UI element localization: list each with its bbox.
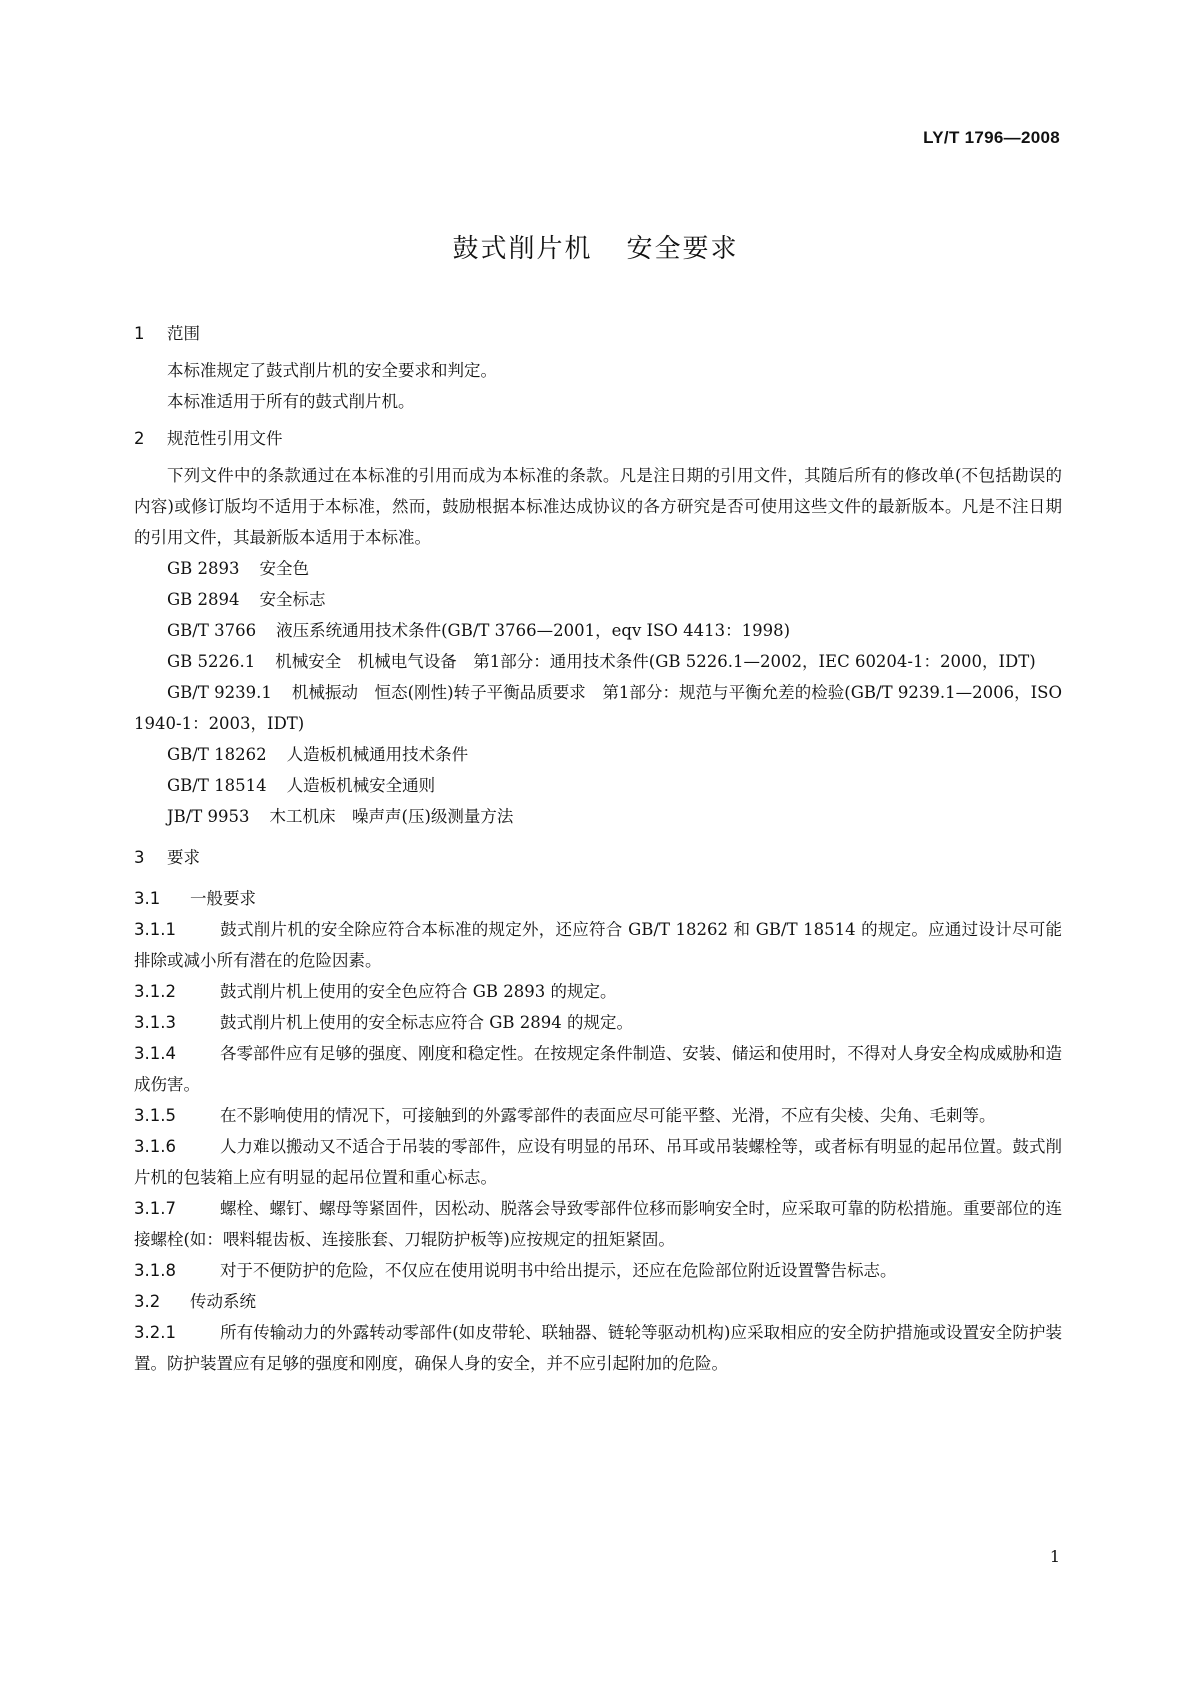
title-part2: 安全要求 (626, 234, 739, 264)
paragraph: 本标准适用于所有的鼓式削片机。 (167, 392, 415, 411)
section-3-1-heading: 3.1 一般要求 (134, 889, 256, 908)
reference-item: GB 5226.1 机械安全 机械电气设备 第1部分：通用技术条件(GB 5226.1—2002，IEC 60204-1：2000，IDT) (167, 652, 1036, 671)
reference-item: GB/T 18514 人造板机械安全通则 (167, 776, 436, 795)
reference-item: GB/T 9239.1 机械振动 恒态(刚性)转子平衡品质要求 第1部分：规范与平衡允差的检验(GB/T 9239.1—2006，ISO 1940-1：2003，IDT) (134, 683, 1063, 733)
section-3-heading: 3 要求 (134, 848, 200, 867)
title-part1: 鼓式削片机 (452, 234, 593, 264)
clause: 3.1.5 在不影响使用的情况下，可接触到的外露零部件的表面应尽可能平整、光滑，不应有尖棱、尖角、毛刺等。 (134, 1106, 996, 1125)
standard-number: LY/T 1796—2008 (923, 128, 1060, 147)
section-2-heading: 2 规范性引用文件 (134, 429, 283, 448)
clause: 3.1.1 鼓式削片机的安全除应符合本标准的规定外，还应符合 GB/T 18262 和 GB/T 18514 的规定。应通过设计尽可能排除或减小所有潜在的危险因素。 (134, 920, 1062, 970)
section-1-heading: 1 范围 (134, 324, 200, 343)
reference-item: GB/T 3766 液压系统通用技术条件(GB/T 3766—2001，eqv ISO 4413：1998) (167, 621, 791, 640)
clause: 3.1.8 对于不便防护的危险，不仅应在使用说明书中给出提示，还应在危险部位附近设置警告标志。 (134, 1261, 897, 1280)
reference-item: JB/T 9953 木工机床 噪声声(压)级测量方法 (167, 807, 514, 826)
document-body (134, 318, 1062, 1379)
page-number: 1 (1049, 1547, 1060, 1566)
clause: 3.1.4 各零部件应有足够的强度、刚度和稳定性。在按规定条件制造、安装、储运和使用时，不得对人身安全构成威胁和造成伤害。 (134, 1044, 1062, 1094)
clause: 3.2.1 所有传输动力的外露转动零部件(如皮带轮、联轴器、链轮等驱动机构)应采取相应的安全防护措施或设置安全防护装置。防护装置应有足够的强度和刚度，确保人身的安全，并不应引起附加的危险。 (134, 1323, 1062, 1373)
paragraph: 下列文件中的条款通过在本标准的引用而成为本标准的条款。凡是注日期的引用文件，其随后所有的修改单(不包括勘误的内容)或修订版均不适用于本标准，然而，鼓励根据本标准达成协议的各方研究是否可使用这些文件的最新版本。凡是不注日期的引用文件，其最新版本适用于本标准。 (134, 466, 1062, 547)
clause: 3.1.2 鼓式削片机上使用的安全色应符合 GB 2893 的规定。 (134, 982, 617, 1001)
paragraph: 本标准规定了鼓式削片机的安全要求和判定。 (167, 361, 497, 380)
clause: 3.1.6 人力难以搬动又不适合于吊装的零部件，应设有明显的吊环、吊耳或吊装螺栓等，或者标有明显的起吊位置。鼓式削片机的包装箱上应有明显的起吊位置和重心标志。 (134, 1137, 1062, 1187)
reference-item: GB 2894 安全标志 (167, 590, 326, 609)
clause: 3.1.7 螺栓、螺钉、螺母等紧固件，因松动、脱落会导致零部件位移而影响安全时，应采取可靠的防松措施。重要部位的连接螺栓(如：喂料辊齿板、连接胀套、刀辊防护板等)应按规定的扭矩紧固。 (134, 1199, 1062, 1249)
document-title (0, 228, 1191, 265)
section-3-2-heading: 3.2 传动系统 (134, 1292, 256, 1311)
clause: 3.1.3 鼓式削片机上使用的安全标志应符合 GB 2894 的规定。 (134, 1013, 634, 1032)
reference-item: GB 2893 安全色 (167, 559, 310, 578)
reference-item: GB/T 18262 人造板机械通用技术条件 (167, 745, 469, 764)
